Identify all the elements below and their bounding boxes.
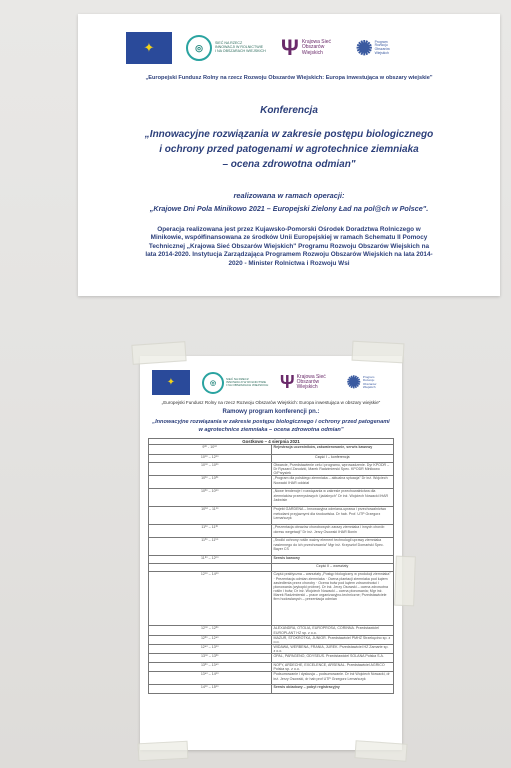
- ksow-logo-icon: Ψ: [280, 372, 295, 392]
- table-row: 11⁵⁰ – 12⁰⁰ Serwis kawowy: [149, 556, 394, 564]
- conference-title: „Innowacyjne rozwiązania w zakresie postępu biologicznego i ochrony przed patogenami w agrotechnice ziemniaka – ocena zdrowotna odmian": [144, 129, 434, 170]
- table-header-row: Gostkowo – 4 sierpnia 2021: [149, 439, 394, 445]
- prow-logo-icon: ✺: [355, 37, 373, 60]
- ksow-text: Krajowa Sieć Obszarów Wiejskich: [301, 39, 331, 56]
- conference-program-poster: [140, 356, 402, 750]
- program-ksow-text: Krajowa Sieć Obszarów Wiejskich: [296, 373, 326, 391]
- eu-flag-icon: ✦: [126, 32, 172, 64]
- tape-strip: [131, 341, 186, 365]
- table-row: 11¹⁰ – 11³⁰ „Prezentacja obrazów chorobowych zarazy ziemniaka i innych chorób okresu wegetacji" Dr inż. Jerzy Osowski IHAR Bonin: [149, 525, 394, 538]
- logo-strip: [126, 32, 390, 64]
- innovation-network-text: SIEĆ NA RZECZ INNOWACJI W ROLNICTWIE I NA OBSZARACH WIEJSKICH: [215, 41, 266, 53]
- table-row: 10³⁰ – 10⁵⁰ „Nowe tendencje i rozwiązania w zakresie przechowalnictwa dla ziemniaków przemysłowych i jadalnych" Dr inż. Wojciech Nowacki IHAR Jadwisin: [149, 489, 394, 507]
- table-row: 9³⁰ - 10⁰⁰ Rejestracja uczestników, zakwaterowanie, serwis kawowy: [149, 445, 394, 455]
- table-row: 10⁰⁰ – 10¹⁰ Otwarcie, Przedstawienie celu i programu, wprowadzenie. Dyr KPODR – Dr Ryszard Zarudzki, Marek Radzimierski Spec. KPODR Minikowo O/Przysiek: [149, 463, 394, 476]
- conference-poster-top: [78, 14, 500, 296]
- program-prow-text: Program Rozwoju Obszarów Wiejskich: [362, 374, 377, 389]
- table-row: Część II – warsztaty: [149, 564, 394, 572]
- table-row: 12⁰⁰ – 12²⁰ ALEXANDRA, OTOLIA, EUROPROSA, CORINNA. Przedstawiciel EUROPLANT HZ sp. z o.o.: [149, 626, 394, 635]
- ksow-logo-icon: Ψ: [281, 35, 299, 60]
- table-row: 10¹⁰ – 10³⁰ „Program dla polskiego ziemniaka – aktualna sytuacja" Dr inż. Wojciech Nowacki IHAR oddział: [149, 476, 394, 489]
- table-row: 12²⁰ – 12⁴⁰ MAZUR, STOKROTKA, JUNIOR. Przedstawiciel PMHZ Strzekęcino sp. z o.o.: [149, 635, 394, 644]
- table-row: 11³⁰ – 11⁵⁰ „Środki ochrony roślin ważny element technologii uprawy ziemniaka nasiennego do ich przechowania" Mgr inż. Krzysztof Domański Spec. Bayer CS: [149, 538, 394, 556]
- table-row: 13⁴⁰ – 14⁰⁰ Podsumowanie i dyskusja – podsumowanie. Dr inż Wojciech Nowacki, dr inż. Jerzy Osowski, dr hab prof UTP Grzegorz Lemańczyk: [149, 672, 394, 685]
- program-title: „Innowacyjne rozwiązania w zakresie postępu biologicznego i ochrony przed patogenami w agrotechnice ziemniaka – ocena zdrowotna odmian": [152, 419, 390, 433]
- program-tagline: „Europejski Fundusz Rolny na rzecz Rozwoju Obszarów Wiejskich: Europa inwestująca w obszary wiejskie": [161, 400, 381, 405]
- table-row: 10⁵⁰ – 11¹⁰ Projekt GARDENA – Innowacyjna odmiana-uprawa i przechowalnictwo metodami przyjaznymi dla środowiska. Dr hab. Prof. UTP Grzegorz Lemańczyk: [149, 507, 394, 525]
- table-row: 12⁴⁰ – 13⁰⁰ WIDAWA, WERBENA, FRANIA, JUREK. Przedstawiciel HZ Zamarte sp. z o.o.: [149, 644, 394, 653]
- table-row: 14⁰⁰ – 15⁰⁰ Serwis obiadowy – pobyt registracyjny: [149, 685, 394, 694]
- program-heading: Ramowy program konferencji pn.:: [222, 409, 320, 415]
- innovation-network-logo-icon: ◎: [202, 372, 224, 394]
- tape-strip: [138, 741, 189, 762]
- prow-logo-icon: ✺: [346, 372, 361, 392]
- tape-strip: [354, 740, 407, 762]
- realized-label: realizowana w ramach operacji:: [233, 191, 345, 200]
- table-row: 12⁰⁰ – 14⁰⁰ Część praktyczna – warsztaty „Postęp biologiczny w produkcji ziemniaka" · Prezentacja odmian ziemniaka · Ocena plantacji ziemniaka pod kątem zasiedlenia przez choroby · Ocena bulw pod kątem zdrowotności i plonowania (wykopki próbne). Dr inż. Jerzy Osowski – ocena zdrowotna roślin i bulw; Dr inż. Wojciech Nowacki – ocena plonowania; Mgr inż. Marek Radzimierski – prace organizacyjno-techniczne; Przedstawiciele firm hodowlanych – prezentacja odmian: [149, 572, 394, 626]
- program-table: [148, 438, 394, 694]
- innovation-network-logo-icon: ◎: [186, 35, 212, 61]
- table-row: 13⁰⁰ – 13²⁰ OPAL, PAPAGENO, ODYSEUS. Przedstawiciel SOLANA Polska S.A.: [149, 654, 394, 663]
- operation-description: Operacja realizowana jest przez Kujawsko-Pomorski Ośrodek Doradztwa Rolniczego w Minikowie, współfinansowana ze środków Unii Europejskiej w ramach Schematu II Pomocy Technicznej „Krajowa Sieć Obszarów Wiejskich" Programu Rozwoju Obszarów Wiejskich na lata 2014-2020. Instytucja Zarządzająca Programem Rozwoju Obszarów Wiejskich na lata 2014- 2020 - Minister Rolnictwa i Rozwoju Wsi: [145, 226, 433, 267]
- program-innovation-network-text: SIEĆ NA RZECZ INNOWACJI W ROLNICTWIE I NA OBSZARACH WIEJSKICH: [226, 376, 269, 388]
- operation-name: „Krajowe Dni Pola Minikowo 2021 – Europejski Zielony Ład na pol@ch w Polsce".: [149, 204, 429, 213]
- tape-strip: [352, 341, 405, 364]
- tagline: „Europejski Fundusz Rolny na rzecz Rozwoju Obszarów Wiejskich: Europa inwestująca w obszary wiejskie": [145, 75, 433, 81]
- tape-strip: [394, 556, 416, 607]
- page-title: Konferencja: [260, 105, 318, 116]
- table-row: 10⁰⁰ – 12⁰⁰ Część I – konferencja: [149, 455, 394, 463]
- table-row: 13²⁰ – 13⁴⁰ NOFY, ARDECHE, EXCELENCE, ARSENAL. Przedstawiciel AGRICO Polska sp. z o.o.: [149, 663, 394, 672]
- eu-flag-icon: ✦: [152, 370, 190, 395]
- program-logo-strip: [152, 370, 376, 395]
- prow-text: Program Rozwoju Obszarów Wiejskich: [374, 39, 390, 55]
